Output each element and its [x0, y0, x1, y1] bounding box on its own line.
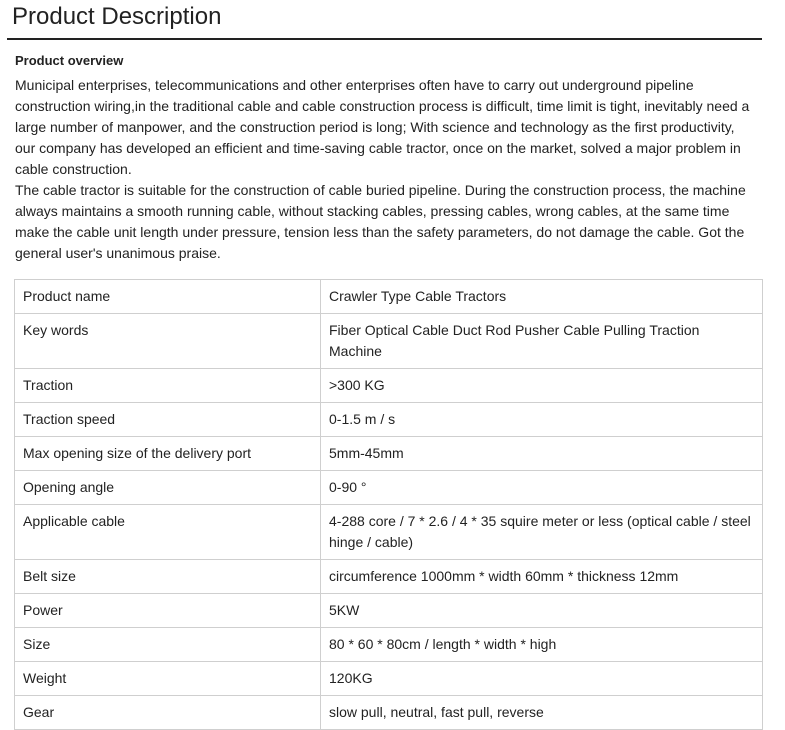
spec-label: Applicable cable	[15, 505, 321, 560]
overview-paragraph: The cable tractor is suitable for the construction of cable buried pipeline. During the construction process, the machine always maintains a smooth running cable, without stacking cables, pressing cables, wrong cables, at the same time make the cable unit length under pressure, tension less than the safety parameters, do not damage the cable. Got the general user's unanimous praise.	[15, 182, 746, 261]
spec-table	[14, 279, 763, 730]
title-divider	[7, 38, 762, 40]
page-title: Product Description	[12, 3, 222, 30]
spec-value: 0-90 °	[321, 471, 763, 505]
overview-title: Product overview	[15, 53, 124, 68]
spec-label: Gear	[15, 696, 321, 730]
table-row	[15, 280, 763, 314]
spec-value: >300 KG	[321, 369, 763, 403]
spec-value: 4-288 core / 7 * 2.6 / 4 * 35 squire meter or less (optical cable / steel hinge / cable)	[321, 505, 763, 560]
table-row	[15, 437, 763, 471]
spec-value: 0-1.5 m / s	[321, 403, 763, 437]
table-row	[15, 560, 763, 594]
spec-value: Fiber Optical Cable Duct Rod Pusher Cable Pulling Traction Machine	[321, 314, 763, 369]
spec-value: 5mm-45mm	[321, 437, 763, 471]
spec-label: Traction speed	[15, 403, 321, 437]
table-row	[15, 369, 763, 403]
spec-label: Traction	[15, 369, 321, 403]
overview-paragraph: Municipal enterprises, telecommunications and other enterprises often have to carry out underground pipeline construction wiring,in the traditional cable and cable construction process is difficult, time limit is tight, inevitably need a large number of manpower, and the construction period is long; With science and technology as the first productivity, our company has developed an efficient and time-saving cable tractor, once on the market, solved a major problem in cable construction.	[15, 77, 750, 177]
spec-label: Power	[15, 594, 321, 628]
table-row	[15, 471, 763, 505]
table-row	[15, 696, 763, 730]
spec-label: Key words	[15, 314, 321, 369]
table-row	[15, 505, 763, 560]
spec-label: Weight	[15, 662, 321, 696]
overview-text	[15, 75, 750, 264]
table-row	[15, 314, 763, 369]
table-row	[15, 594, 763, 628]
table-row	[15, 662, 763, 696]
spec-value: 5KW	[321, 594, 763, 628]
spec-value: Crawler Type Cable Tractors	[321, 280, 763, 314]
spec-label: Opening angle	[15, 471, 321, 505]
spec-label: Product name	[15, 280, 321, 314]
spec-label: Belt size	[15, 560, 321, 594]
spec-label: Max opening size of the delivery port	[15, 437, 321, 471]
spec-label: Size	[15, 628, 321, 662]
table-row	[15, 403, 763, 437]
spec-value: 80 * 60 * 80cm / length * width * high	[321, 628, 763, 662]
spec-value: 120KG	[321, 662, 763, 696]
spec-value: slow pull, neutral, fast pull, reverse	[321, 696, 763, 730]
spec-value: circumference 1000mm * width 60mm * thickness 12mm	[321, 560, 763, 594]
table-row	[15, 628, 763, 662]
